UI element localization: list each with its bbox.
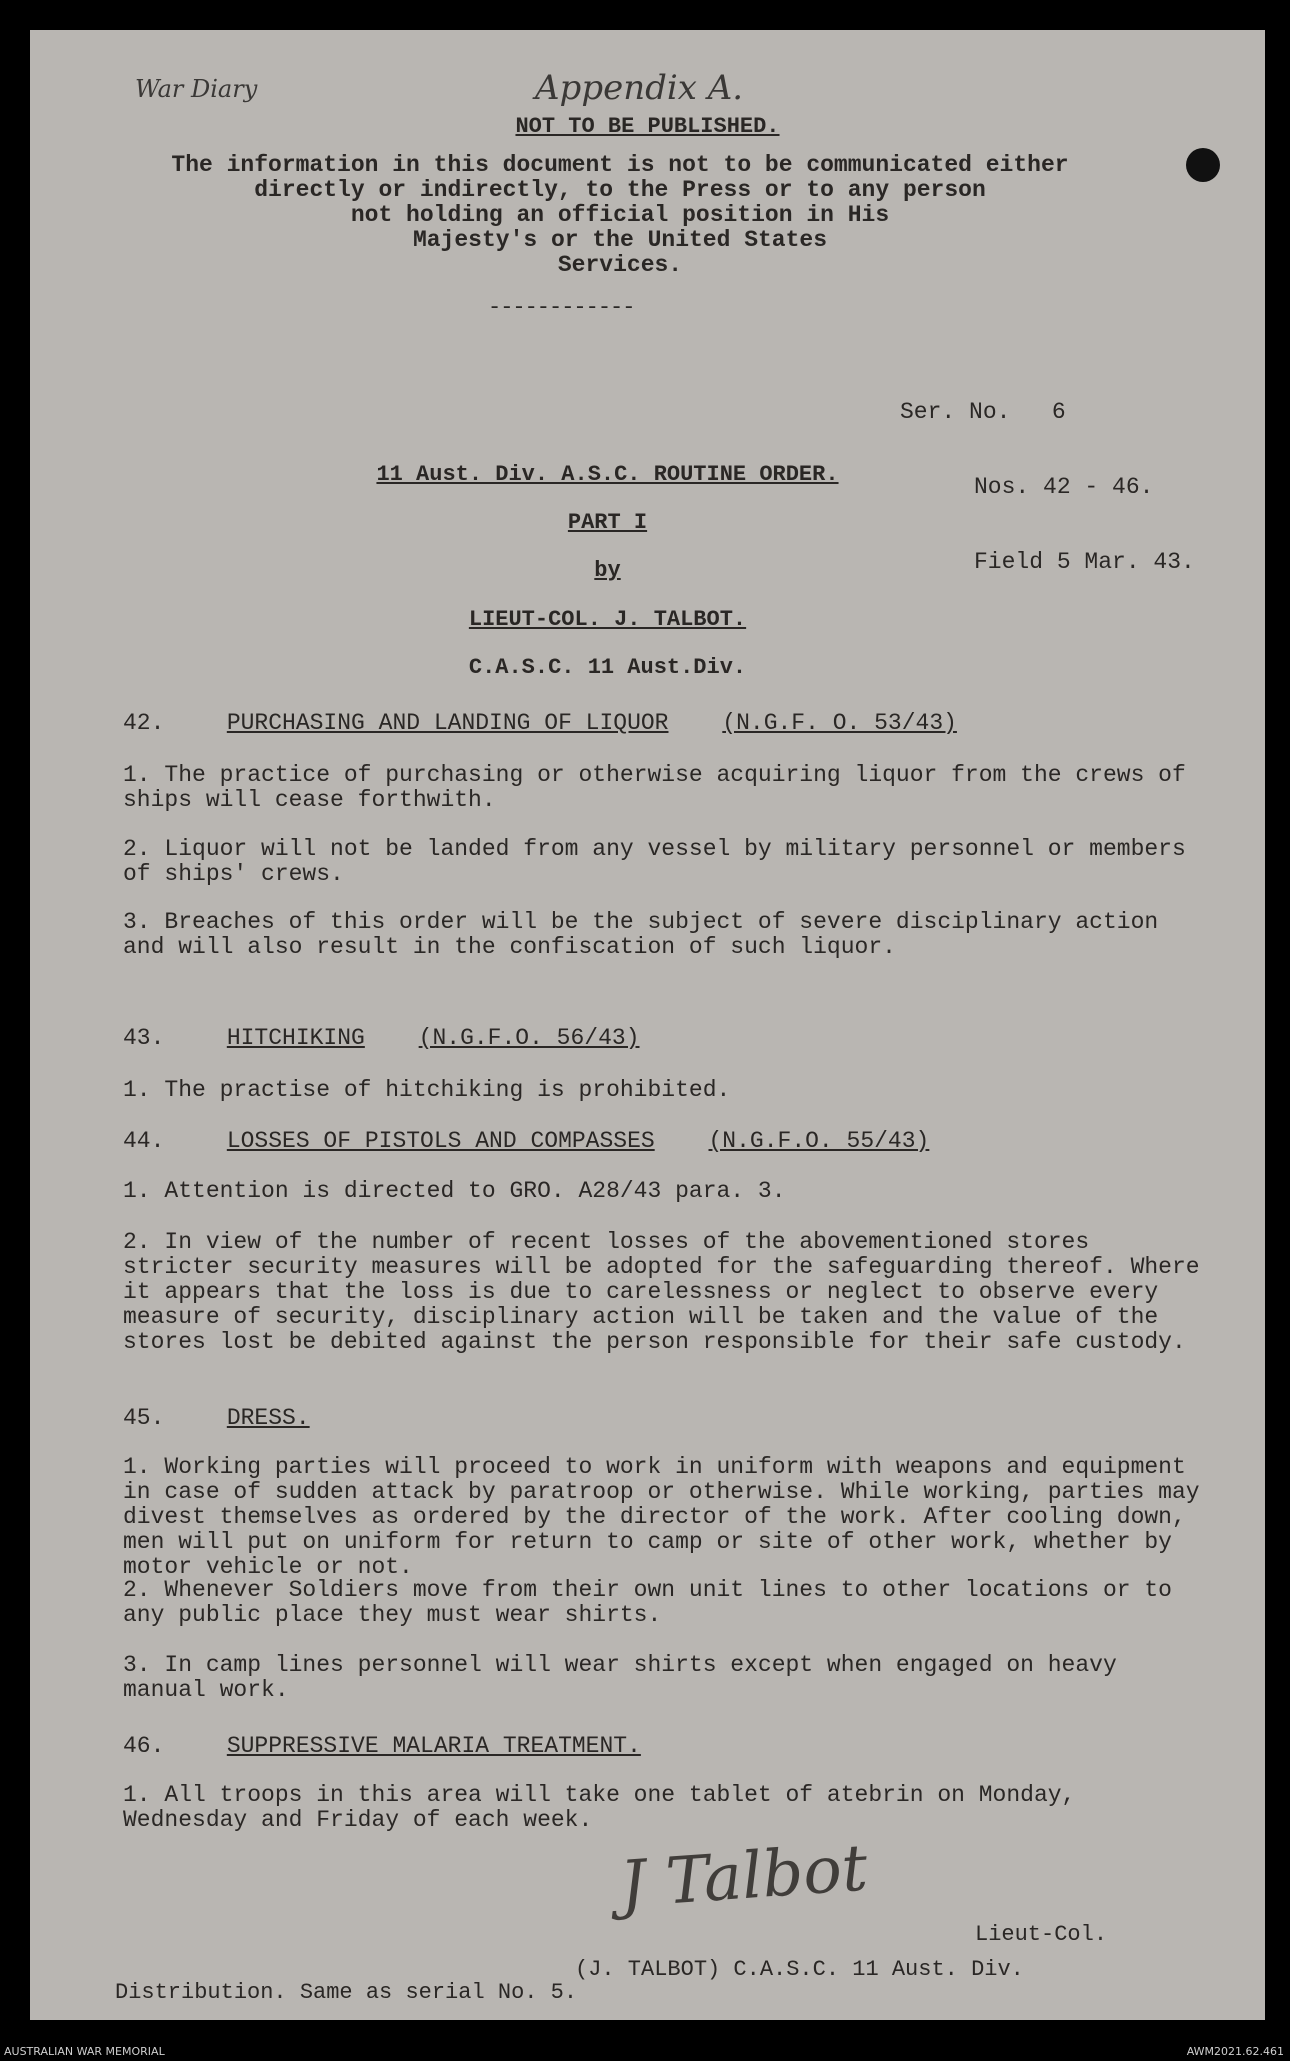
order-title: 11 Aust. Div. A.S.C. ROUTINE ORDER. <box>376 462 839 487</box>
serial-block <box>900 350 1195 625</box>
notice-block <box>90 153 1150 278</box>
section-number: 43. <box>123 1025 165 1051</box>
section-42-heading <box>123 710 957 736</box>
distribution-line: Distribution. Same as serial No. 5. <box>115 1980 578 2005</box>
order-unit: C.A.S.C. 11 Aust.Div. <box>468 655 747 680</box>
paragraph: 2. Liquor will not be landed from any vessel by military personnel or members of ships' crews. <box>123 836 1186 887</box>
section-reference: (N.G.F. O. 53/43) <box>722 710 957 736</box>
paragraph: 1. All troops in this area will take one tablet of atebrin on Monday, Wednesday and Friday of each week. <box>123 1782 1076 1833</box>
section-reference: (N.G.F.O. 56/43) <box>418 1025 640 1051</box>
section-44-heading <box>123 1128 929 1154</box>
serial-number: Ser. No. 6 <box>900 399 1066 425</box>
handwritten-signature: J Talbot <box>617 1831 870 1923</box>
section-number: 44. <box>123 1128 165 1154</box>
notice-line: not holding an official position in His <box>350 202 890 228</box>
section-reference: (N.G.F.O. 55/43) <box>708 1128 930 1154</box>
section-43-heading <box>123 1025 640 1051</box>
section-number: 45. <box>123 1405 165 1431</box>
section-number: 46. <box>123 1733 165 1759</box>
paragraph: 2. In view of the number of recent losses of the abovementioned stores stricter security measures will be adopted for the safeguarding thereof. Where it appears that the loss is due to carelessness or neglect to observe every measure of security, disciplinary action will be taken and the value of the stores lost be debited against the person responsible for their safe custody. <box>123 1229 1200 1355</box>
paragraph: 2. Whenever Soldiers move from their own unit lines to other locations or to any public place they must wear shirts. <box>123 1577 1172 1628</box>
section-title: LOSSES OF PISTOLS AND COMPASSES <box>226 1128 655 1154</box>
order-officer: LIEUT-COL. J. TALBOT. <box>468 607 747 632</box>
credit-right: AWM2021.62.461 <box>1186 2045 1284 2058</box>
order-numbers: Nos. 42 - 46. <box>974 474 1154 500</box>
field-date: Field 5 Mar. 43. <box>974 549 1195 575</box>
punch-hole <box>1186 148 1220 182</box>
document-page <box>30 30 1265 2020</box>
order-part: PART I <box>567 510 648 535</box>
notice-line: Majesty's or the United States <box>412 227 828 253</box>
credit-left: AUSTRALIAN WAR MEMORIAL <box>4 2045 165 2058</box>
order-by: by <box>594 558 621 583</box>
signature-name: (J. TALBOT) C.A.S.C. 11 Aust. Div. <box>575 1957 1024 1982</box>
paragraph: 1. Working parties will proceed to work in uniform with weapons and equipment in case of sudden attack by paratroop or otherwise. While working, parties may divest themselves as ordered by the director of the work. After cooling down, men will put on uniform for return to camp or site of other work, whether by motor vehicle or not. <box>123 1454 1200 1580</box>
section-46-heading <box>123 1733 641 1759</box>
restriction-title: NOT TO BE PUBLISHED. <box>515 114 780 139</box>
section-title: DRESS. <box>226 1405 310 1431</box>
paragraph: 1. The practice of purchasing or otherwise acquiring liquor from the crews of ships will cease forthwith. <box>123 762 1186 813</box>
handwritten-war-diary: War Diary <box>135 75 258 103</box>
paragraph: 3. Breaches of this order will be the subject of severe disciplinary action and will also result in the confiscation of such liquor. <box>123 909 1159 960</box>
notice-line: Services. <box>557 252 683 278</box>
section-number: 42. <box>123 710 165 736</box>
paragraph: 3. In camp lines personnel will wear shirts except when engaged on heavy manual work. <box>123 1652 1117 1703</box>
notice-line: The information in this document is not to be communicated either <box>171 152 1069 178</box>
handwritten-appendix: Appendix A. <box>535 68 744 108</box>
section-title: PURCHASING AND LANDING OF LIQUOR <box>226 710 669 736</box>
paragraph: 1. Attention is directed to GRO. A28/43 para. 3. <box>123 1178 786 1204</box>
paragraph: 1. The practise of hitchiking is prohibited. <box>123 1077 731 1103</box>
section-title: SUPPRESSIVE MALARIA TREATMENT. <box>226 1733 641 1759</box>
section-45-heading <box>123 1405 310 1431</box>
divider: ------------ <box>488 295 635 320</box>
notice-line: directly or indirectly, to the Press or to any person <box>254 177 986 203</box>
section-title: HITCHIKING <box>226 1025 365 1051</box>
signature-rank: Lieut-Col. <box>975 1922 1108 1947</box>
